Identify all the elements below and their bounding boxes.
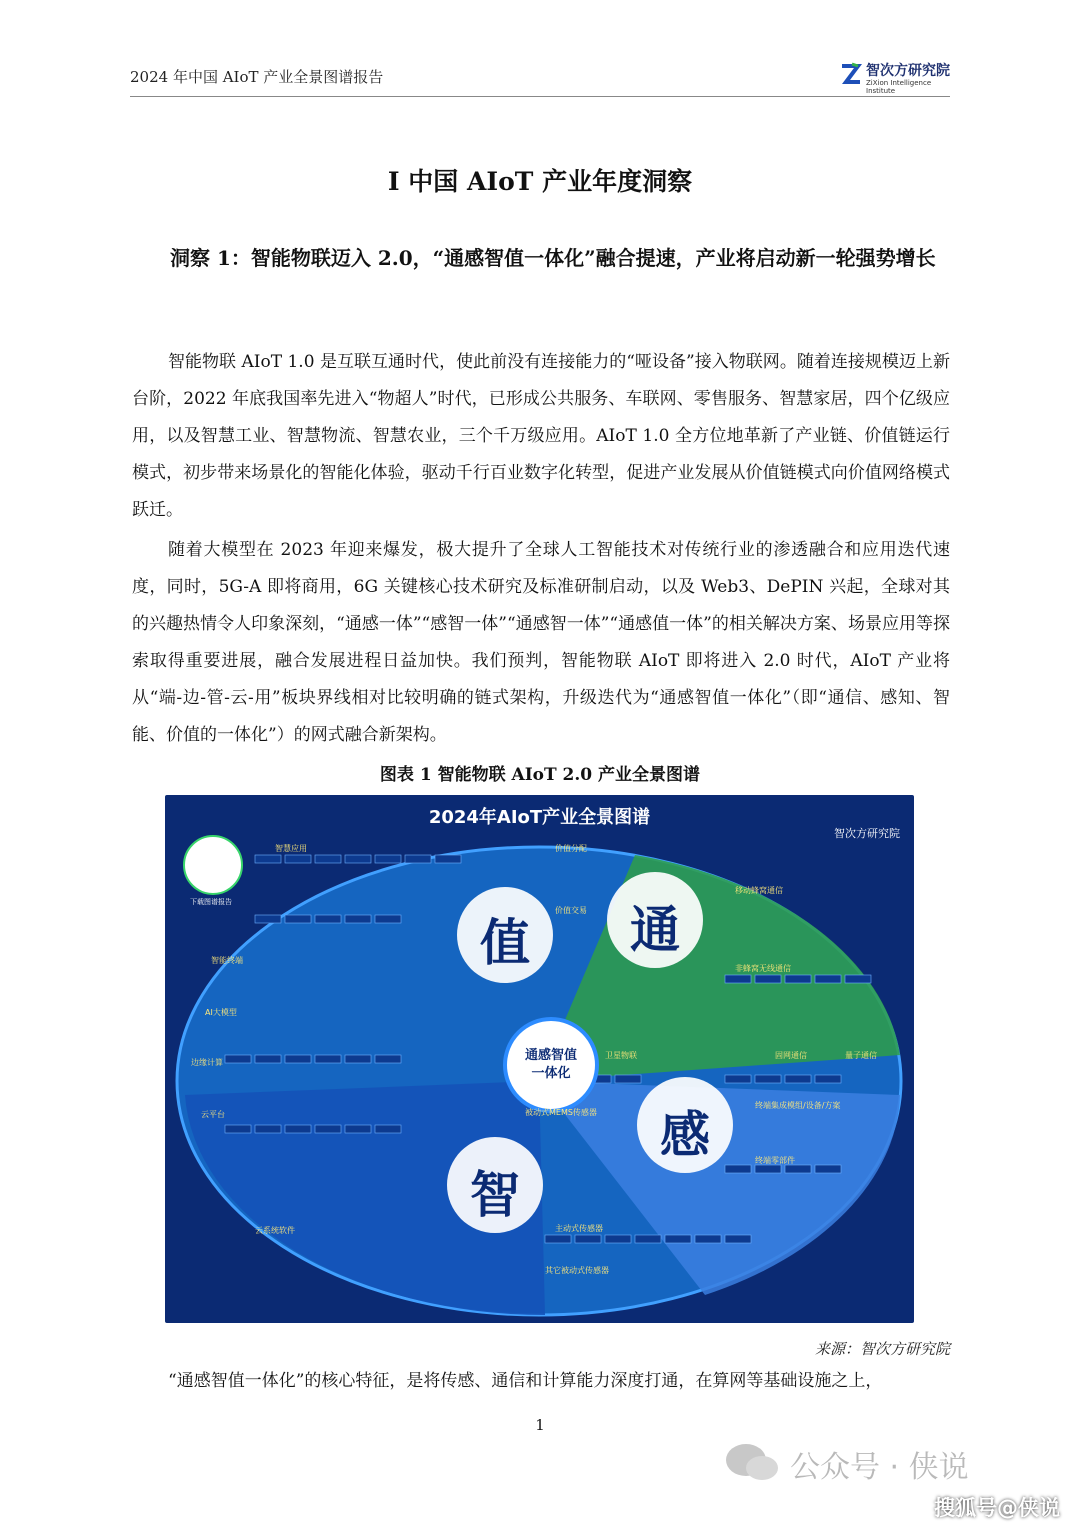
sohu-watermark: 搜狐号@侠说 [934,1496,1060,1520]
figure-caption: 图表 1 智能物联 AIoT 2.0 产业全景图谱 [379,765,701,785]
wechat-icon [722,1440,782,1484]
category-label: 智慧应用 [275,844,307,853]
aiot-landscape-figure [165,795,914,1323]
category-label: 主动式传感器 [555,1224,603,1233]
category-label: 固网通信 [775,1051,807,1060]
figure-source: 来源：智次方研究院 [814,1340,950,1358]
category-label: 云平台 [201,1110,225,1119]
category-label: 非蜂窝无线通信 [735,964,791,973]
center-label: 通感智值 一体化 [524,1048,577,1081]
institute-logo [840,60,950,95]
quadrant-comm: 通 [630,901,680,959]
page-header [130,58,950,97]
quadrant-intel: 智 [470,1166,520,1224]
category-label: AI大模型 [205,1008,237,1017]
category-label: 终端零部件 [755,1156,795,1165]
category-label: 云系统软件 [255,1226,295,1235]
qr-code-icon [183,835,243,895]
logo-mark-icon [840,62,862,86]
category-label: 量子通信 [845,1051,877,1060]
logo-text: 智次方研究院 [866,63,950,79]
category-label: 边缘计算 [191,1058,223,1067]
logo-subtext: ZiXion Intelligence Institute [866,79,932,95]
category-label: 移动蜂窝通信 [735,886,783,895]
paragraph-2: 随着大模型在 2023 年迎来爆发，极大提升了全球人工智能技术对传统行业的渗透融合和应用迭代速度，同时，5G-A 即将商用，6G 关键核心技术研究及标准研制启动，以及 Web3、DePIN 兴起，全球对其的兴趣热情令人印象深刻，“通感一体”“感智一体”“通感智一体”“通感值一体”的相关解决方案、场景应用等探索取得重要进展，融合发展进程日益加快。我们预判，智能物联 AIoT 即将进入 2.0 时代，AIoT 产业将从“端-边-管-云-用”板块界线相对比较明确的链式架构，升级迭代为“通感智值一体化”（即“通信、感知、智能、价值的一体化”）的网式融合新架构。 [132,540,950,745]
category-label: 终端集成模组/设备/方案 [755,1101,841,1110]
report-title: 2024 年中国 AIoT 产业全景图谱报告 [130,68,384,86]
category-label: 智能终端 [211,956,243,965]
figure-logo: 智次方研究院 [834,827,900,840]
paragraph-1: 智能物联 AIoT 1.0 是互联互通时代，使此前没有连接能力的“哑设备”接入物联网。随着连接规模迈上新台阶，2022 年底我国率先进入“物超人”时代，已形成公共服务、车联网、零售服务、智慧家居，四个亿级应用，以及智慧工业、智慧物流、智慧农业，三个千万级应用。AIoT 1.0 全方位地革新了产业链、价值链运行模式，初步带来场景化的智能化体验，驱动千行百业数字化转型，促进产业发展从价值链模式向价值网络模式跃迁。 [132,352,950,520]
category-label: 卫星物联 [605,1051,637,1060]
paragraph-3: “通感智值一体化”的核心特征，是将传感、通信和计算能力深度打通，在算网等基础设施之上， [168,1371,883,1391]
wechat-watermark [722,1440,1042,1484]
category-label: 其它被动式传感器 [545,1266,609,1275]
insight-heading: 洞察 1：智能物联迈入 2.0，“通感智值一体化”融合提速，产业将启动新一轮强势增长 [170,246,936,270]
category-label: 价值分配 [555,844,587,853]
category-label: 被动式MEMS传感器 [525,1108,597,1117]
quadrant-sense: 感 [660,1106,710,1164]
section-title: I 中国 AIoT 产业年度洞察 [387,167,693,196]
center-badge [503,1017,599,1113]
wechat-watermark-text: 公众号 · 侠说 [790,1450,969,1485]
quadrant-value: 值 [480,914,530,972]
figure-title: 2024年AIoT产业全景图谱 [428,807,651,828]
category-label: 价值交易 [555,906,587,915]
qr-label: 下载图谱报告 [190,898,232,906]
page-number: 1 [535,1416,545,1434]
